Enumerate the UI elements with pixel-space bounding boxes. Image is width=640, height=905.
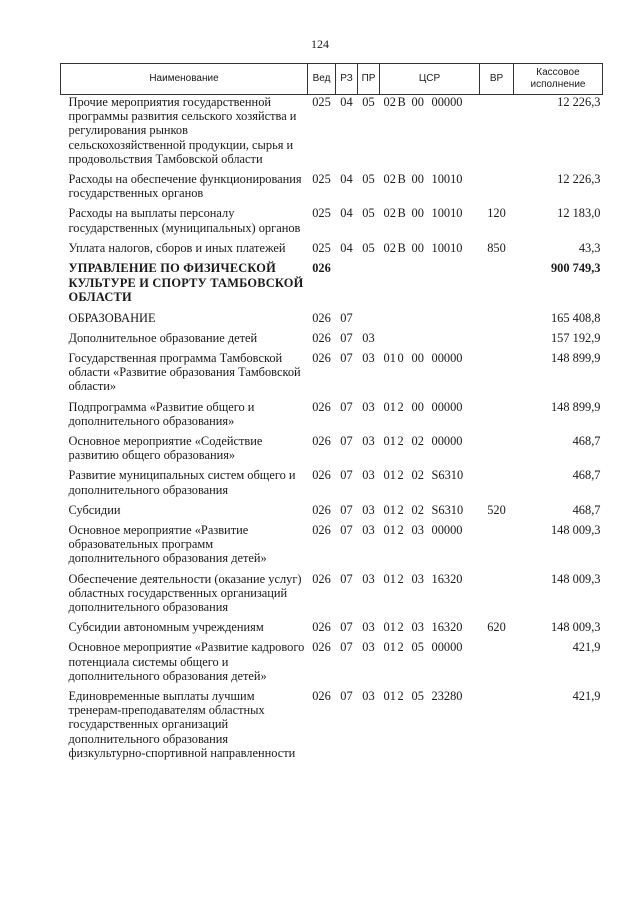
row-name: Обеспечение деятельности (оказание услуг) областных государственных организаций дополнительного образования [68, 571, 302, 614]
row-rz: 07 [340, 571, 353, 586]
csr-part: 10010 [431, 172, 463, 187]
csr-part: 10010 [431, 240, 463, 255]
row-vr [480, 351, 514, 400]
row-name: Прочие мероприятия государственной программы развития сельского хозяйства и регулирования рынков сельскохозяйственной продукции, сырья и продовольствия Тамбовской области [68, 95, 297, 166]
table-row [61, 241, 603, 261]
row-ved: 026 [312, 350, 331, 365]
csr-part: 02 [383, 240, 396, 255]
csr-part: 02 [411, 433, 424, 448]
csr-part: 03 [411, 522, 424, 537]
row-rz: 07 [340, 468, 353, 483]
row-ved: 026 [312, 330, 331, 345]
csr-part: 01 [383, 468, 396, 483]
row-amount: 148 009,3 [550, 522, 601, 537]
row-pr: 05 [362, 240, 375, 255]
row-csr [380, 620, 480, 640]
row-amount: 468,7 [572, 502, 601, 517]
row-name: Основное мероприятие «Развитие кадрового потенциала системы общего и дополнительного образования детей» [68, 640, 305, 683]
table-row [61, 351, 603, 400]
row-rz: 07 [340, 522, 353, 537]
csr-part: 2 [397, 689, 404, 703]
row-name: Основное мероприятие «Содействие развитию общего образования» [68, 433, 263, 463]
row-pr: 03 [362, 433, 375, 448]
csr-part: 02 [383, 95, 396, 109]
row-csr [380, 468, 480, 502]
row-pr [358, 311, 380, 331]
row-ved: 026 [312, 433, 331, 448]
row-name: Государственная программа Тамбовской области «Развитие образования Тамбовской области» [68, 350, 301, 394]
csr-part: 00 [411, 95, 424, 109]
row-rz: 07 [340, 640, 353, 655]
table-row [61, 434, 603, 468]
csr-part: 23280 [431, 689, 463, 703]
csr-part: 2 [397, 502, 404, 517]
table-row [61, 311, 603, 331]
csr-part: 00 [411, 206, 424, 221]
csr-part: 02 [411, 502, 424, 517]
row-csr [380, 503, 480, 523]
row-vr [480, 640, 514, 689]
table-body [61, 95, 603, 767]
csr-part: 00000 [431, 399, 463, 414]
csr-part: 01 [383, 571, 396, 586]
row-name: Подпрограмма «Развитие общего и дополнительного образования» [68, 399, 255, 428]
row-pr: 03 [362, 522, 375, 537]
table-row [61, 689, 603, 766]
row-csr [380, 523, 480, 572]
csr-part: 03 [411, 620, 424, 635]
csr-part: 01 [383, 620, 396, 635]
row-ved: 026 [312, 310, 331, 325]
row-vr [480, 400, 514, 434]
csr-part: 01 [383, 502, 396, 517]
row-rz: 07 [340, 620, 353, 635]
table-row [61, 95, 603, 173]
csr-part: 2 [397, 620, 404, 635]
row-name: Единовременные выплаты лучшим тренерам-преподавателям областных государственных организаций дополнительного образования физкультурно-спортивной направленности [68, 689, 296, 760]
row-amount: 157 192,9 [550, 330, 601, 345]
csr-part: S6310 [431, 468, 464, 483]
csr-part: 05 [411, 689, 424, 703]
csr-part: S6310 [431, 502, 464, 517]
row-ved: 026 [312, 571, 331, 586]
page-number: 124 [311, 37, 329, 51]
row-csr [380, 400, 480, 434]
row-amount: 148 009,3 [550, 571, 601, 586]
row-pr: 05 [362, 95, 375, 109]
row-name: Развитие муниципальных систем общего и дополнительного образования [68, 468, 296, 497]
row-vr [480, 434, 514, 468]
row-amount: 148 899,9 [550, 399, 601, 414]
csr-part: 02 [383, 172, 396, 187]
row-rz: 04 [340, 95, 353, 109]
row-vr [480, 572, 514, 621]
row-vr [480, 689, 514, 766]
row-pr: 03 [362, 468, 375, 483]
csr-part: 2 [397, 399, 404, 414]
csr-part: 2 [397, 640, 404, 655]
csr-part: 10010 [431, 206, 463, 221]
row-csr [380, 95, 480, 173]
row-vr [480, 468, 514, 502]
row-amount: 148 899,9 [550, 350, 601, 365]
csr-part: 01 [383, 640, 396, 655]
table-row [61, 620, 603, 640]
csr-part: 2 [397, 571, 404, 586]
row-vr [480, 95, 514, 173]
csr-part: 00000 [431, 433, 463, 448]
row-pr: 03 [362, 620, 375, 635]
csr-part: 16320 [431, 620, 463, 635]
row-vr [480, 523, 514, 572]
row-vr: 520 [487, 502, 506, 517]
row-amount: 421,9 [572, 640, 601, 655]
csr-part: 16320 [431, 571, 463, 586]
row-rz: 07 [340, 502, 353, 517]
row-csr [380, 172, 480, 206]
csr-part: 00 [411, 172, 424, 187]
row-pr: 05 [362, 206, 375, 221]
csr-part: 01 [383, 399, 396, 414]
csr-part: В [397, 95, 406, 109]
row-csr [380, 206, 480, 240]
table-row [61, 468, 603, 502]
header-amount: Кассовое исполнение [514, 64, 603, 95]
csr-part: 02 [411, 468, 424, 483]
table-row [61, 523, 603, 572]
row-name: Уплата налогов, сборов и иных платежей [68, 240, 286, 255]
table-row [61, 261, 603, 311]
header-csr: ЦСР [380, 64, 480, 95]
row-csr [380, 640, 480, 689]
csr-part: 00000 [431, 640, 463, 655]
row-amount: 421,9 [572, 689, 601, 703]
table-row [61, 572, 603, 621]
row-rz: 07 [340, 330, 353, 345]
row-ved: 026 [312, 502, 331, 517]
row-vr: 120 [487, 206, 506, 221]
row-rz: 07 [340, 433, 353, 448]
csr-part: 00000 [431, 350, 463, 365]
csr-part: 00 [411, 350, 424, 365]
csr-part: В [397, 206, 406, 221]
row-amount: 900 749,3 [550, 261, 601, 276]
row-csr [380, 241, 480, 261]
row-rz: 07 [340, 310, 353, 325]
row-ved: 026 [312, 468, 331, 483]
csr-part: В [397, 240, 406, 255]
table-header [61, 64, 603, 95]
row-ved: 026 [312, 522, 331, 537]
row-csr [380, 351, 480, 400]
row-ved: 026 [312, 399, 331, 414]
row-vr: 620 [487, 620, 506, 635]
table-row [61, 331, 603, 351]
row-ved: 025 [312, 240, 331, 255]
row-amount: 468,7 [572, 433, 601, 448]
row-csr [380, 311, 480, 331]
csr-part: В [397, 172, 406, 187]
csr-part: 01 [383, 350, 396, 365]
row-csr [380, 434, 480, 468]
table-row [61, 172, 603, 206]
row-csr [380, 572, 480, 621]
row-rz: 04 [340, 206, 353, 221]
csr-part: 00000 [431, 522, 463, 537]
row-rz: 04 [340, 240, 353, 255]
csr-part: 01 [383, 433, 396, 448]
row-name: ОБРАЗОВАНИЕ [68, 310, 156, 325]
header-pr: ПР [358, 64, 380, 95]
table-row [61, 503, 603, 523]
row-rz: 07 [340, 399, 353, 414]
table-row [61, 640, 603, 689]
row-name: Субсидии автономным учреждениям [68, 620, 264, 635]
row-vr [480, 172, 514, 206]
row-ved: 025 [312, 95, 331, 109]
header-vr: ВР [480, 64, 514, 95]
header-name: Наименование [61, 64, 308, 95]
csr-part: 00000 [431, 95, 463, 109]
row-csr [380, 689, 480, 766]
csr-part: 00 [411, 399, 424, 414]
row-vr: 850 [487, 240, 506, 255]
row-pr: 03 [362, 571, 375, 586]
row-csr [380, 261, 480, 311]
csr-part: 2 [397, 522, 404, 537]
row-amount: 12 183,0 [557, 206, 601, 221]
row-pr: 03 [362, 502, 375, 517]
row-amount: 165 408,8 [550, 310, 601, 325]
csr-part: 00 [411, 240, 424, 255]
row-name: УПРАВЛЕНИЕ ПО ФИЗИЧЕСКОЙ КУЛЬТУРЕ И СПОРТУ ТАМБОВСКОЙ ОБЛАСТИ [68, 261, 304, 305]
budget-table [60, 63, 603, 766]
header-rz: РЗ [336, 64, 358, 95]
row-ved: 026 [312, 261, 331, 276]
row-ved: 025 [312, 172, 331, 187]
row-name: Расходы на выплаты персоналу государственных (муниципальных) органов [68, 206, 301, 235]
csr-part: 2 [397, 433, 404, 448]
row-ved: 026 [312, 640, 331, 655]
row-name: Субсидии [68, 502, 121, 517]
row-name: Расходы на обеспечение функционирования государственных органов [68, 172, 302, 201]
row-vr [480, 331, 514, 351]
csr-part: 03 [411, 571, 424, 586]
csr-part: 05 [411, 640, 424, 655]
row-amount: 12 226,3 [557, 95, 601, 109]
row-rz: 07 [340, 689, 353, 703]
table-row [61, 400, 603, 434]
row-name: Дополнительное образование детей [68, 330, 258, 345]
row-csr [380, 331, 480, 351]
row-pr: 03 [362, 640, 375, 655]
row-amount: 12 226,3 [557, 172, 601, 187]
csr-part: 2 [397, 468, 404, 483]
header-ved: Вед [308, 64, 336, 95]
table-row [61, 206, 603, 240]
row-rz: 04 [340, 172, 353, 187]
row-amount: 43,3 [578, 240, 601, 255]
csr-part: 0 [397, 350, 404, 365]
row-pr: 03 [362, 689, 375, 703]
csr-part: 02 [383, 206, 396, 221]
row-ved: 026 [312, 620, 331, 635]
row-name: Основное мероприятие «Развитие образовательных программ дополнительного образования детей» [68, 522, 267, 566]
row-pr: 05 [362, 172, 375, 187]
row-pr: 03 [362, 350, 375, 365]
row-rz [336, 261, 358, 311]
row-rz: 07 [340, 350, 353, 365]
csr-part: 01 [383, 522, 396, 537]
row-ved: 026 [312, 689, 331, 703]
row-vr [480, 311, 514, 331]
row-pr [358, 261, 380, 311]
row-vr [480, 261, 514, 311]
csr-part: 01 [383, 689, 396, 703]
row-ved: 025 [312, 206, 331, 221]
row-pr: 03 [362, 399, 375, 414]
row-pr: 03 [362, 330, 375, 345]
row-amount: 148 009,3 [550, 620, 601, 635]
row-amount: 468,7 [572, 468, 601, 483]
